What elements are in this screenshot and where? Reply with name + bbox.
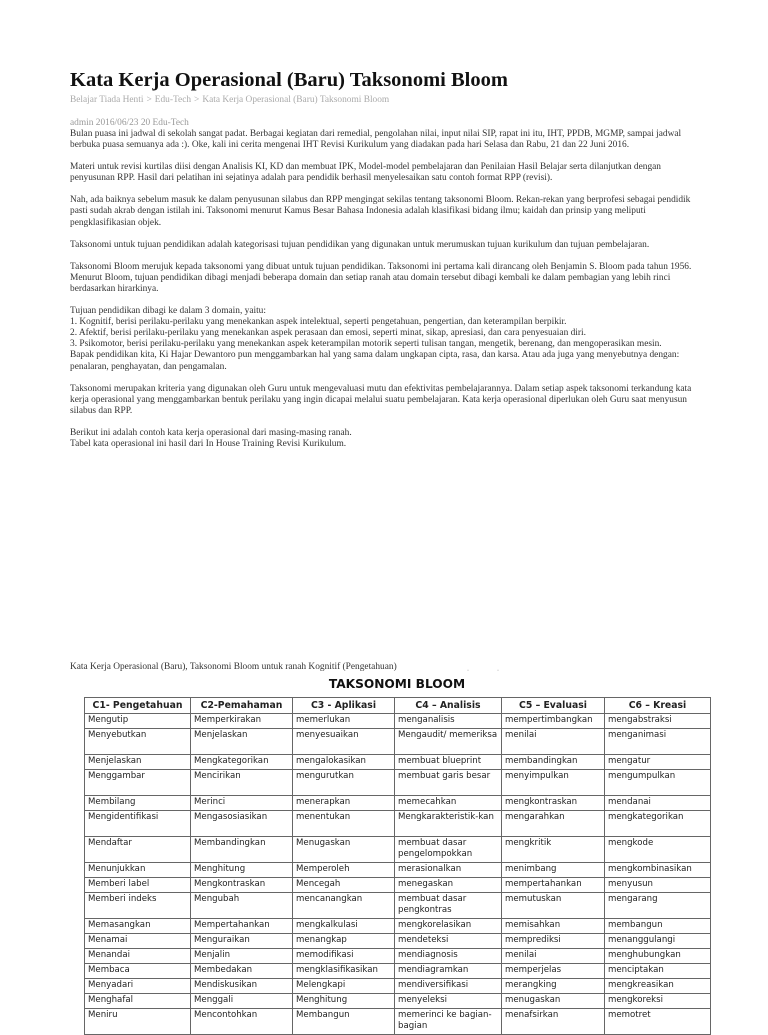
table-cell: mengalokasikan [293,755,395,770]
table-cell: Memperkirakan [191,714,293,729]
breadcrumb [70,95,389,105]
bloom-table [84,697,711,1035]
table-cell: merangking [502,979,605,994]
table-cell: mengarahkan [502,811,605,837]
table-cell: menerapkan [293,796,395,811]
table-cell: membuat garis besar [395,770,502,796]
table-cell: mengkode [605,837,711,863]
table-cell: mengkontraskan [502,796,605,811]
table-cell: memecahkan [395,796,502,811]
paragraph: Bulan puasa ini jadwal di sekolah sangat padat. Berbagai kegiatan dari remedial, pengolahan nilai, input nilai SIP, rapat ini itu, IHT, PPDB, MGMP, sampai jadwal berbuka puasa semuanya ada :). Oke, kali ini cerita mengenai IHT Revisi Kurikulum yang diadakan pada hari Selasa dan Rabu, 21 dan 22 Juni 2016. [70,129,682,151]
table-cell: Mengaudit/ memeriksa [395,729,502,755]
table-cell: Menyebutkan [85,729,191,755]
table-cell: mendanai [605,796,711,811]
column-header-c3: C3 - Aplikasi [293,698,395,714]
table-cell: Menggambar [85,770,191,796]
table-cell: mengurutkan [293,770,395,796]
table-cell: Membangun [293,1009,395,1035]
table-cell: Menghitung [293,994,395,1009]
breadcrumb-current: Kata Kerja Operasional (Baru) Taksonomi Bloom [202,95,390,105]
table-cell: Menjelaskan [85,755,191,770]
table-cell: Meniru [85,1009,191,1035]
table-cell: Mempertahankan [191,919,293,934]
table-row [85,994,711,1009]
table-row [85,837,711,863]
table-cell: Mengubah [191,893,293,919]
table-cell: memprediksi [502,934,605,949]
table-cell: Mengkategorikan [191,755,293,770]
table-cell: menangkap [293,934,395,949]
table-row [85,979,711,994]
paragraph: Bapak pendidikan kita, Ki Hajar Dewantoro pun menggambarkan hal yang sama dalam ungkapan cipta, rasa, dan karsa. Atau ada juga yang menyebutnya dengan: penalaran, penghayatan, dan pengamalan. [70,350,680,372]
paragraph: Materi untuk revisi kurtilas diisi dengan Analisis KI, KD dan membuat IPK, Model-model pembelajaran dan Penilaian Hasil Belajar serta dilanjutkan dengan penyusunan RPP. Hasil dari pelatihan ini sejatinya adalah para pendidik berhasil menyelesaikan satu contoh format RPP (revisi). [70,162,661,184]
table-cell: mengkategorikan [605,811,711,837]
domain-item: 3. Psikomotor, berisi perilaku-perilaku yang menekankan aspek keterampilan motorik seperti tulisan tangan, mengetik, berenang, dan mengoperasikan mesin. [70,339,662,350]
table-cell: mengarang [605,893,711,919]
table-cell: Mengasosiasikan [191,811,293,837]
table-cell: Menghitung [191,863,293,878]
table-cell: menyesuaikan [293,729,395,755]
column-header-c2: C2-Pemahaman [191,698,293,714]
table-row [85,949,711,964]
table-cell: mempertimbangkan [502,714,605,729]
table-cell: Memberi label [85,878,191,893]
table-cell: mengkoreksi [605,994,711,1009]
column-header-c1: C1- Pengetahuan [85,698,191,714]
table-cell: Menguraikan [191,934,293,949]
table-cell: menyimpulkan [502,770,605,796]
table-cell: mendiversifikasi [395,979,502,994]
table-row [85,714,711,729]
table-cell: menyeleksi [395,994,502,1009]
table-row [85,755,711,770]
table-cell: mengkombinasikan [605,863,711,878]
table-cell: mendiagramkan [395,964,502,979]
table-cell: mengabstraksi [605,714,711,729]
table-cell: menanggulangi [605,934,711,949]
table-cell: menimbang [502,863,605,878]
table-cell: membuat dasar pengkontras [395,893,502,919]
paragraph: Taksonomi Bloom merujuk kepada taksonomi yang dibuat untuk tujuan pendidikan. Taksonomi ini pertama kali dirancang oleh Benjamin S. Bloom pada tahun 1956. Menurut Bloom, tujuan pendidikan dibagi menjadi beberapa domain dan setiap ranah atau domain tersebut dibagi kembali ke dalam pembagian yang lebih rinci berdasarkan hirarkinya. [70,261,692,294]
table-cell: mencanangkan [293,893,395,919]
domains-intro: Tujuan pendidikan dibagi ke dalam 3 domain, yaitu: [70,306,266,317]
post-meta: admin 2016/06/23 20 Edu-Tech [70,118,189,128]
table-cell: Mengkontraskan [191,878,293,893]
breadcrumb-separator: > [194,95,200,105]
table-title: TAKSONOMI BLOOM [328,677,466,691]
table-cell: membuat blueprint [395,755,502,770]
table-cell: mengatur [605,755,711,770]
table-cell: membangun [605,919,711,934]
table-cell: menghubungkan [605,949,711,964]
table-cell: mengkorelasikan [395,919,502,934]
table-cell: Mencontohkan [191,1009,293,1035]
figure-caption: Kata Kerja Operasional (Baru), Taksonomi Bloom untuk ranah Kognitif (Pengetahuan) [70,662,397,672]
table-cell: menilai [502,949,605,964]
table-cell: Menyadari [85,979,191,994]
table-cell: Menggali [191,994,293,1009]
table-cell: Memasangkan [85,919,191,934]
table-cell: Merinci [191,796,293,811]
breadcrumb-separator: > [146,95,152,105]
breadcrumb-link-home[interactable]: Belajar Tiada Henti [70,95,144,105]
table-cell: mendiagnosis [395,949,502,964]
table-cell: mengkritik [502,837,605,863]
table-cell: Membandingkan [191,837,293,863]
table-cell: Menjalin [191,949,293,964]
table-cell: menentukan [293,811,395,837]
paragraph: Nah, ada baiknya sebelum masuk ke dalam penyusunan silabus dan RPP mengingat sekilas tentang taksonomi Bloom. Rekan-rekan yang berprofesi sebagai pendidik pasti sudah akrab dengan istilah ini. Taksonomi menurut Kamus Besar Bahasa Indonesia adalah klasifikasi bidang ilmu; kaidah dan prinsip yang meliputi pengklasifikasian objek. [70,195,691,228]
table-cell: memotret [605,1009,711,1035]
table-cell: Mencirikan [191,770,293,796]
article-title: Kata Kerja Operasional (Baru) Taksonomi Bloom [70,69,508,91]
breadcrumb-link-category[interactable]: Edu-Tech [154,95,192,105]
table-row [85,1009,711,1035]
table-cell: Menjelaskan [191,729,293,755]
table-cell: menganimasi [605,729,711,755]
paragraph: Taksonomi untuk tujuan pendidikan adalah kategorisasi tujuan pendidikan yang digunakan untuk merumuskan tujuan kurikulum dan tujuan pembelajaran. [70,239,650,250]
table-cell: mengkalkulasi [293,919,395,934]
table-cell: Menunjukkan [85,863,191,878]
table-cell: menegaskan [395,878,502,893]
table-cell: Membedakan [191,964,293,979]
table-cell: menilai [502,729,605,755]
table-cell: memerlukan [293,714,395,729]
table-cell: merasionalkan [395,863,502,878]
table-cell: memodifikasi [293,949,395,964]
table-row [85,878,711,893]
table-cell: Membilang [85,796,191,811]
table-cell: Mencegah [293,878,395,893]
table-cell: Menamai [85,934,191,949]
table-cell: Mendiskusikan [191,979,293,994]
table-row [85,811,711,837]
table-cell: Memperoleh [293,863,395,878]
table-row [85,729,711,755]
table-cell: menganalisis [395,714,502,729]
table-cell: Mendaftar [85,837,191,863]
table-header-row [85,698,711,714]
table-cell: Menugaskan [293,837,395,863]
decorative-dots: ·· [467,668,527,674]
paragraph: Taksonomi merupakan kriteria yang digunakan oleh Guru untuk mengevaluasi mutu dan efektivitas pembelajarannya. Dalam setiap aspek taksonomi terkandung kata kerja operasional yang menggambarkan bentuk perilaku yang ingin dicapai melalui suatu pembelajaran. Kata kerja operasional diperlukan oleh Guru saat menyusun silabus dan RPP. [70,383,692,416]
table-cell: menugaskan [502,994,605,1009]
table-cell: mengumpulkan [605,770,711,796]
table-cell: menyusun [605,878,711,893]
table-cell: Mengkarakteristik-kan [395,811,502,837]
table-cell: membuat dasar pengelompokkan [395,837,502,863]
article-body [70,129,698,450]
table-row [85,964,711,979]
table-cell: mendeteksi [395,934,502,949]
table-cell: Memberi indeks [85,893,191,919]
table-cell: memisahkan [502,919,605,934]
domain-item: 2. Afektif, berisi perilaku-perilaku yang menekankan aspek perasaan dan emosi, seperti minat, sikap, apresiasi, dan cara penyesuaian diri. [70,328,586,339]
table-cell: mengkreasikan [605,979,711,994]
table-cell: membandingkan [502,755,605,770]
table-cell: menafsirkan [502,1009,605,1035]
table-row [85,770,711,796]
column-header-c4: C4 – Analisis [395,698,502,714]
table-cell: mengklasifikasikan [293,964,395,979]
table-cell: Membaca [85,964,191,979]
table-cell: Menghafal [85,994,191,1009]
table-row [85,934,711,949]
domain-item: 1. Kognitif, berisi perilaku-perilaku yang menekankan aspek intelektual, seperti pengetahuan, pengertian, dan keterampilan berpikir. [70,317,567,328]
table-row [85,893,711,919]
table-cell: memutuskan [502,893,605,919]
table-cell: memerinci ke bagian-bagian [395,1009,502,1035]
table-cell: Mengidentifikasi [85,811,191,837]
table-cell: Melengkapi [293,979,395,994]
table-cell: memperjelas [502,964,605,979]
table-cell: menciptakan [605,964,711,979]
closing-line: Berikut ini adalah contoh kata kerja operasional dari masing-masing ranah. [70,427,352,438]
table-row [85,919,711,934]
closing-line: Tabel kata operasional ini hasil dari In House Training Revisi Kurikulum. [70,438,347,449]
table-row [85,796,711,811]
table-cell: mempertahankan [502,878,605,893]
table-row [85,863,711,878]
table-cell: Menandai [85,949,191,964]
column-header-c6: C6 – Kreasi [605,698,711,714]
table-cell: Mengutip [85,714,191,729]
column-header-c5: C5 – Evaluasi [502,698,605,714]
